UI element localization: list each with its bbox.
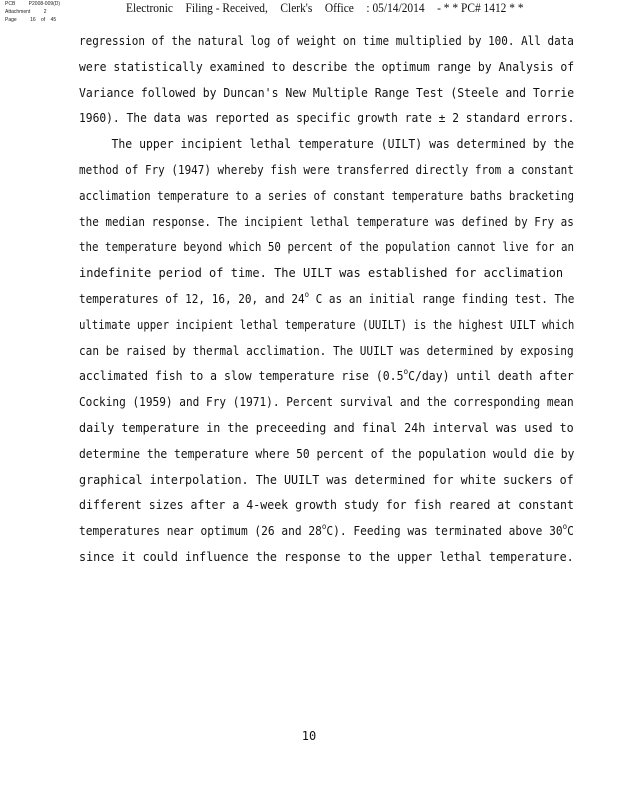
text-line: ultimate upper incipient lethal temperature (UUILT) is the highest UILT which — [79, 317, 575, 332]
text-line: determine the temperature where 50 percent of the population would die by — [79, 446, 575, 461]
text-line: since it could influence the response to the upper lethal temperature. — [79, 549, 574, 564]
text-line: were statistically examined to describe the optimum range by Analysis of — [79, 59, 575, 74]
text-line: can be raised by thermal acclimation. The UUILT was determined by exposing — [79, 343, 574, 358]
filing-header-filing-received: Filing - Received, — [185, 0, 268, 15]
text-line: different sizes after a 4-week growth study for fish reared at constant — [79, 498, 574, 513]
degree-superscript: o — [304, 289, 310, 299]
text-line: the temperature beyond which 50 percent of the population cannot live for an — [79, 240, 575, 255]
text-fragment: C/day) until death after — [408, 369, 574, 384]
stamp-attachment-value: 2 — [43, 9, 47, 15]
stamp-pcb-row — [5, 0, 60, 8]
text-line-with-superscript — [79, 287, 575, 313]
stamp-of-value: 45 — [50, 17, 57, 23]
filing-stamp — [5, 0, 60, 24]
stamp-attachment-row — [5, 8, 60, 16]
text-fragment: C — [567, 524, 574, 539]
text-fragment: C). Feeding was terminated above 30 — [326, 524, 563, 539]
stamp-pcb-value: P2008-009(D) — [28, 1, 61, 7]
filing-header-electronic: Electronic — [126, 0, 174, 15]
text-line: 1960). The data was reported as specific growth rate ± 2 standard errors. — [79, 111, 575, 126]
text-line: indefinite period of time. The UILT was established for acclimation — [79, 266, 564, 281]
text-line-with-superscript — [79, 519, 574, 545]
text-fragment: acclimated fish to a slow temperature rise (0.5 — [79, 369, 404, 384]
text-line-with-superscript — [79, 364, 574, 390]
text-line: regression of the natural log of weight on time multiplied by 100. All data — [79, 34, 574, 48]
stamp-attachment-label: Attachment — [5, 9, 31, 15]
stamp-pcb-label: PCB — [5, 1, 16, 7]
degree-superscript: o — [403, 367, 409, 377]
filing-header-clerks: Clerk's — [280, 0, 313, 15]
stamp-page-label: Page — [5, 17, 17, 23]
degree-superscript: o — [562, 522, 568, 532]
document-body — [79, 29, 579, 571]
filing-header-date: : 05/14/2014 — [366, 0, 425, 15]
text-line: acclimation temperature to a series of constant temperature baths bracketing — [79, 188, 575, 203]
text-fragment: C as an initial range finding test. The — [309, 291, 575, 306]
stamp-page-row — [5, 16, 60, 24]
degree-superscript: o — [321, 522, 327, 532]
text-line: daily temperature in the preceeding and final 24h interval was used to — [79, 420, 574, 435]
stamp-page-value: 16 — [30, 17, 36, 23]
text-line: graphical interpolation. The UUILT was determined for white suckers of — [79, 472, 574, 487]
text-fragment: temperatures of 12, 16, 20, and 24 — [79, 291, 305, 306]
text-line: Cocking (1959) and Fry (1971). Percent survival and the corresponding mean — [79, 395, 574, 410]
text-line: the median response. The incipient lethal temperature was defined by Fry as — [79, 214, 574, 229]
stamp-of-label: of — [41, 17, 46, 23]
text-fragment: temperatures near optimum (26 and 28 — [79, 524, 322, 539]
page-number: 10 — [301, 729, 317, 743]
filing-header-pc-number: - * * PC# 1412 * * — [437, 0, 524, 15]
text-line: Variance followed by Duncan's New Multiple Range Test (Steele and Torrie — [79, 85, 575, 100]
filing-header-office: Office — [324, 0, 354, 15]
text-line: The upper incipient lethal temperature (UILT) was determined by the — [111, 137, 575, 152]
text-line: method of Fry (1947) whereby fish were transferred directly from a constant — [79, 162, 574, 177]
filing-header — [126, 0, 533, 16]
